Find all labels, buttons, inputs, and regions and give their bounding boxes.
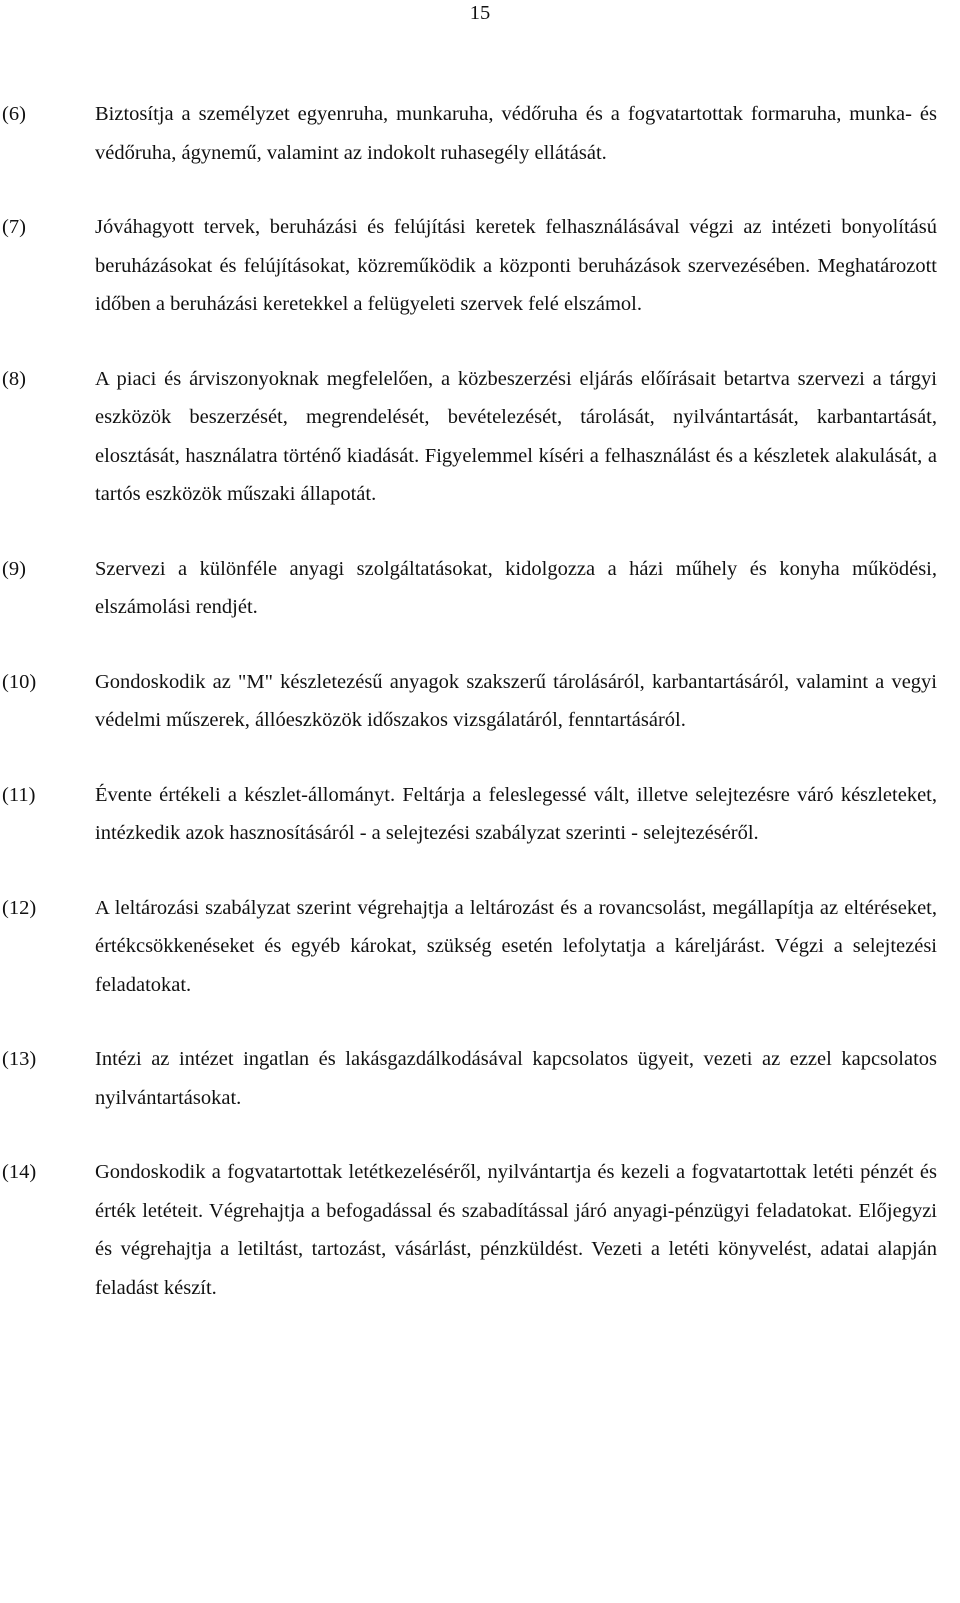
paragraph-number: (11) (2, 783, 36, 806)
paragraph-text: Biztosítja a személyzet egyenruha, munkaruha, védőruha és a fogvatartottak formaruha, munka- és védőruha, ágynemű, valamint az indokolt ruhasegély ellátását. (95, 103, 937, 164)
paragraph-11 (0, 776, 960, 853)
paragraph-text: A piaci és árviszonyoknak megfelelően, a közbeszerzési eljárás előírásait betartva szervezi a tárgyi eszközök beszerzését, megrendelését, bevételezését, tárolását, nyilvántartását, karbantartását, elosztását, használatra történő kiadását. Figyelemmel kíséri a felhasználást és a készletek alakulását, a tartós eszközök műszaki állapotát. (95, 367, 937, 505)
paragraph-13 (0, 1040, 960, 1117)
paragraph-number: (9) (2, 557, 26, 580)
paragraph-number: (13) (2, 1048, 37, 1070)
paragraph-10 (0, 663, 960, 740)
paragraph-text: Jóváhagyott tervek, beruházási és felújítási keretek felhasználásával végzi az intézeti bonyolítású beruházásokat és felújításokat, közreműködik a központi beruházások szervezésében. Meghatározott időben a beruházási keretekkel a felügyeleti szervek felé elszámol. (95, 216, 937, 315)
paragraph-text: Gondoskodik a fogvatartottak letétkezeléséről, nyilvántartja és kezeli a fogvatartottak letéti pénzét és érték letéteit. Végrehajtja a befogadással és szabadítással járó anyagi-pénzügyi feladatokat. Előjegyzi és végrehajtja a letiltást, tartozást, vásárlást, pénzküldést. Vezeti a letéti könyvelést, adatai alapján feladást készít. (95, 1161, 937, 1299)
paragraph-number: (12) (2, 896, 37, 919)
paragraph-9 (0, 550, 960, 627)
paragraph-12 (0, 889, 960, 1005)
paragraph-text: Szervezi a különféle anyagi szolgáltatásokat, kidolgozza a házi műhely és konyha működési, elszámolási rendjét. (95, 557, 937, 618)
paragraph-number: (10) (2, 670, 37, 693)
paragraph-number: (6) (2, 103, 26, 125)
paragraph-7 (0, 208, 960, 324)
paragraph-text: Gondoskodik az "M" készletezésű anyagok szakszerű tárolásáról, karbantartásáról, valamint a vegyi védelmi műszerek, állóeszközök időszakos vizsgálatáról, fenntartásáról. (95, 670, 937, 731)
paragraph-list (0, 95, 960, 1343)
paragraph-text: Évente értékeli a készlet-állományt. Feltárja a feleslegessé vált, illetve selejtezésre váró készleteket, intézkedik azok hasznosításáról - a selejtezési szabályzat szerinti - selejtezéséről. (95, 783, 937, 844)
paragraph-number: (14) (2, 1161, 37, 1183)
paragraph-6 (0, 95, 960, 172)
paragraph-number: (8) (2, 367, 26, 390)
paragraph-text: Intézi az intézet ingatlan és lakásgazdálkodásával kapcsolatos ügyeit, vezeti az ezzel kapcsolatos nyilvántartásokat. (95, 1048, 937, 1109)
paragraph-14 (0, 1153, 960, 1307)
paragraph-text: A leltározási szabályzat szerint végrehajtja a leltározást és a rovancsolást, megállapítja az eltéréseket, értékcsökkenéseket és egyéb károkat, szükség esetén lefolytatja a káreljárást. Végzi a selejtezési feladatokat. (95, 896, 937, 996)
paragraph-number: (7) (2, 216, 26, 238)
page-number: 15 (469, 2, 491, 24)
paragraph-8 (0, 360, 960, 514)
